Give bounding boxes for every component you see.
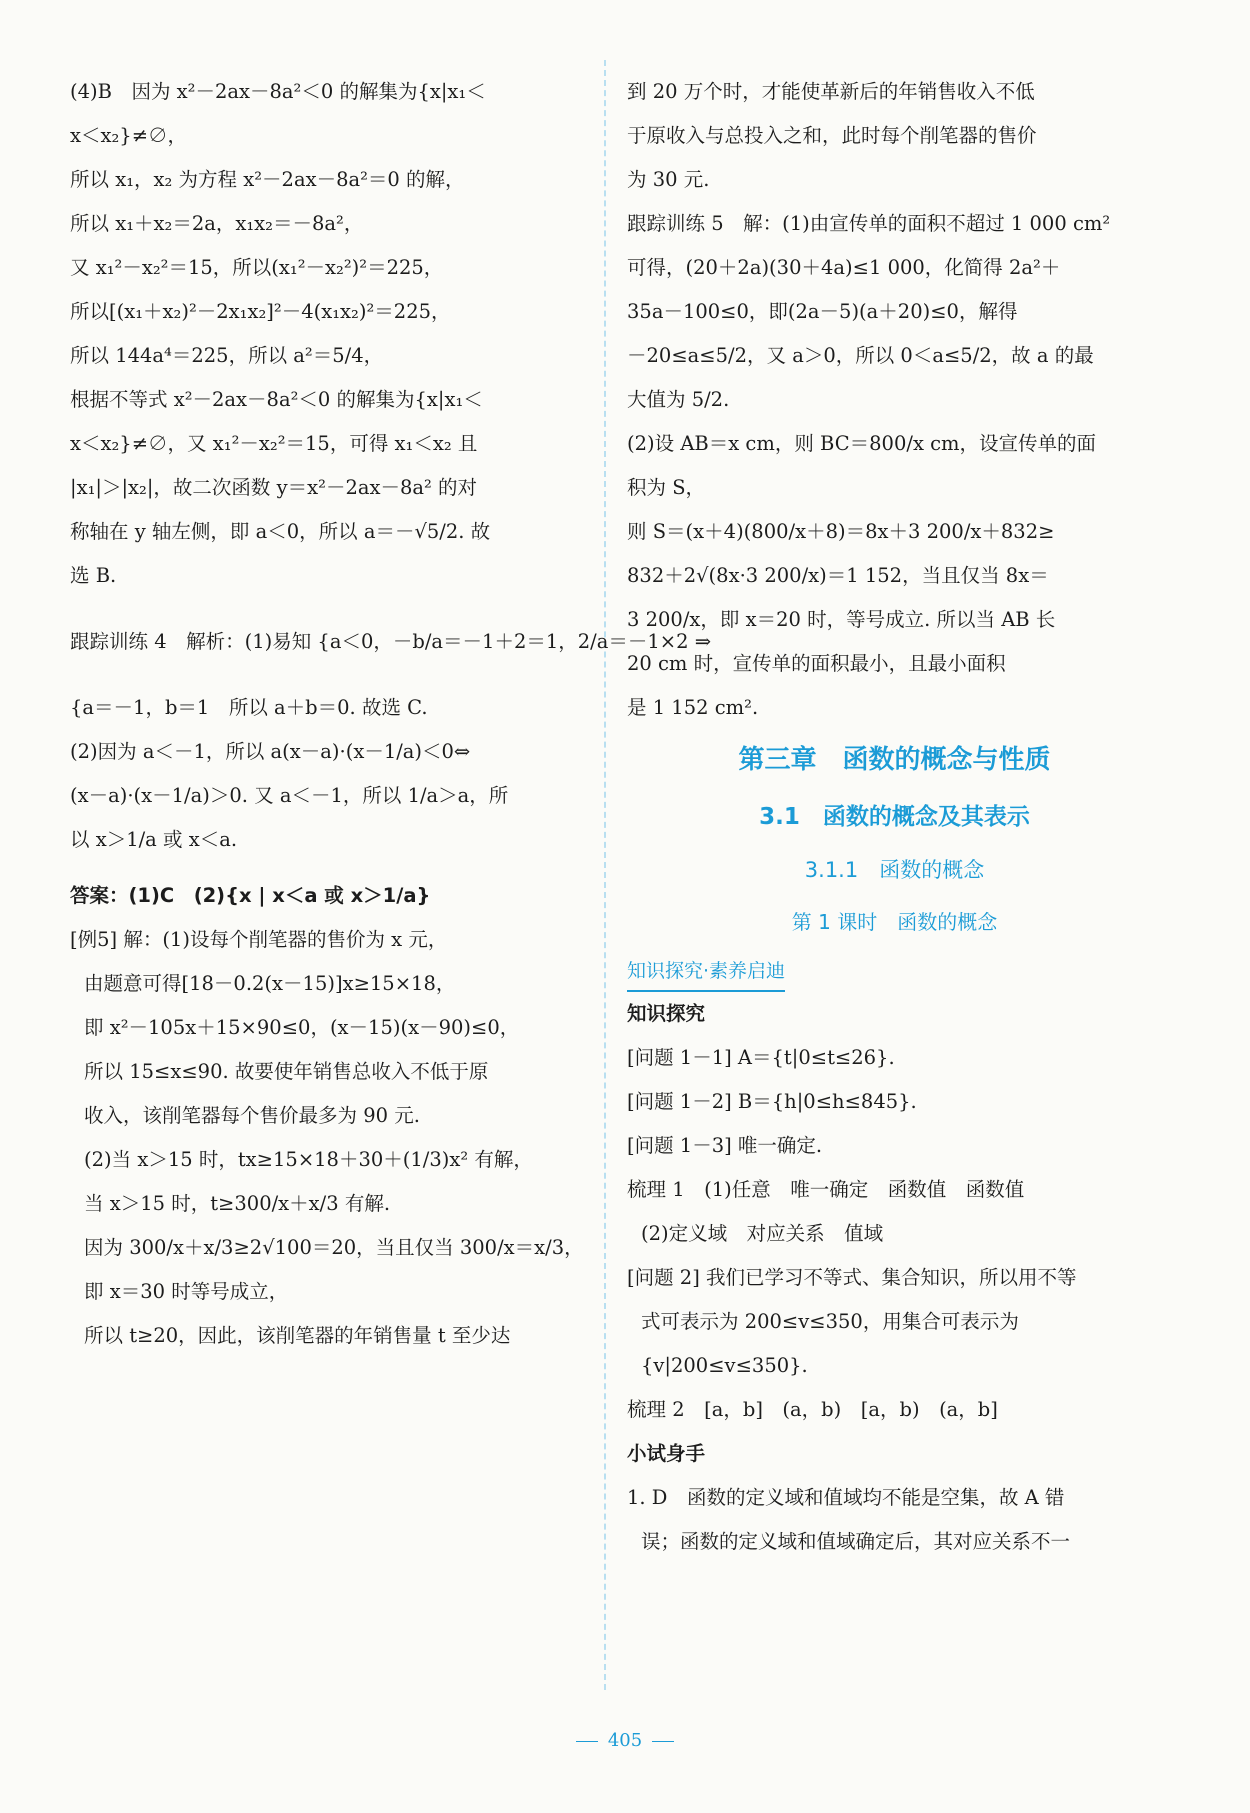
text-line: 所以[(x₁＋x₂)²－2x₁x₂]²－4(x₁x₂)²＝225， [70,300,451,323]
text-line: (2)因为 a＜－1，所以 a(x－a)·(x－1/a)＜0⇔ [70,740,471,763]
text-line: 根据不等式 x²－2ax－8a²＜0 的解集为{x|x₁＜ [70,388,483,411]
text-line: 由题意可得[18－0.2(x－15)]x≥15×18， [84,972,456,995]
text-line: (x－a)·(x－1/a)＞0. 又 a＜－1，所以 1/a＞a，所 [70,784,509,807]
section-title: 3.1 函数的概念及其表示 [759,804,1030,830]
text-line: 即 x＝30 时等号成立， [84,1280,289,1303]
text-line: 收入，该削笔器每个售价最多为 90 元. [84,1104,420,1127]
text-line: (4)B 因为 x²－2ax－8a²＜0 的解集为{x|x₁＜ [70,80,486,103]
text-line: 是 1 152 cm². [627,696,759,719]
question-line: [问题 1－2] B＝{h|0≤h≤845}. [627,1090,917,1113]
text-line: 称轴在 y 轴左侧，即 a＜0，所以 a＝－√5/2. 故 [70,520,491,543]
tracking-exercise-4: 跟踪训练 4 解析：(1)易知 {a＜0，－b/a＝－1＋2＝1，2/a＝－1×2 ⇒ [70,630,712,653]
tracking-exercise-5: 跟踪训练 5 解：(1)由宣传单的面积不超过 1 000 cm² [627,212,1111,235]
answer-line: 答案：(1)C (2){x | x＜a 或 x＞1/a} [70,884,431,907]
text-line: 到 20 万个时，才能使革新后的年销售收入不低 [627,80,1035,103]
text-line: {a＝－1，b＝1 所以 a＋b＝0. 故选 C. [70,696,428,719]
text-line: 于原收入与总投入之和，此时每个削笔器的售价 [627,124,1037,147]
text-line: 因为 300/x＋x/3≥2√100＝20，当且仅当 300/x＝x/3， [84,1236,584,1259]
question-line: [问题 1－3] 唯一确定. [627,1134,823,1157]
knowledge-banner: 知识探究·素养启迪 [627,952,785,992]
column-divider [604,60,606,1690]
text-line: |x₁|＞|x₂|，故二次函数 y＝x²－2ax－8a² 的对 [70,476,478,499]
text-line: 所以 144a⁴＝225，所以 a²＝5/4， [70,344,384,367]
text-line: 式可表示为 200≤v≤350，用集合可表示为 [641,1310,1019,1333]
page-number: 405 [607,1730,643,1751]
right-column [627,70,1162,1564]
text-line: 以 x＞1/a 或 x＜a. [70,828,238,851]
text-line: 20 cm 时，宣传单的面积最小，且最小面积 [627,652,1006,675]
example-5-heading: [例5] 解：(1)设每个削笔器的售价为 x 元， [70,928,448,951]
text-line: 所以 t≥20，因此，该削笔器的年销售量 t 至少达 [84,1324,511,1347]
text-line: 即 x²－105x＋15×90≤0，(x－15)(x－90)≤0， [84,1016,520,1039]
summary-line: 梳理 2 [a，b] (a，b) [a，b) (a，b] [627,1398,998,1421]
text-line: 当 x＞15 时，t≥300/x＋x/3 有解. [84,1192,391,1215]
text-line: 832＋2√(8x·3 200/x)＝1 152，当且仅当 8x＝ [627,564,1049,587]
text-line: {v|200≤v≤350}. [641,1354,808,1377]
text-line: 大值为 5/2. [627,388,730,411]
text-line: 1. D 函数的定义域和值域均不能是空集，故 A 错 [627,1486,1065,1509]
question-line: [问题 1－1] A＝{t|0≤t≤26}. [627,1046,895,1069]
text-line: 积为 S， [627,476,706,499]
summary-line: (2)定义域 对应关系 值域 [641,1222,884,1245]
quick-try-heading: 小试身手 [627,1442,706,1465]
text-line: 误；函数的定义域和值域确定后，其对应关系不一 [641,1530,1071,1553]
page-footer [0,1730,1250,1751]
text-line: x＜x₂}≠∅，又 x₁²－x₂²＝15，可得 x₁＜x₂ 且 [70,432,478,455]
text-line: x＜x₂}≠∅， [70,124,188,147]
knowledge-heading: 知识探究 [627,1002,706,1025]
chapter-title: 第三章 函数的概念与性质 [738,745,1051,775]
text-line: 为 30 元. [627,168,710,191]
text-line: 35a－100≤0，即(2a－5)(a＋20)≤0，解得 [627,300,1018,323]
text-line: (2)设 AB＝x cm，则 BC＝800/x cm，设宣传单的面 [627,432,1097,455]
text-line: 又 x₁²－x₂²＝15，所以(x₁²－x₂²)²＝225， [70,256,444,279]
text-line: 3 200/x，即 x＝20 时，等号成立. 所以当 AB 长 [627,608,1056,631]
text-line: －20≤a≤5/2，又 a＞0，所以 0＜a≤5/2，故 a 的最 [627,344,1094,367]
question-line: [问题 2] 我们已学习不等式、集合知识，所以用不等 [627,1266,1077,1289]
text-line: 所以 15≤x≤90. 故要使年销售总收入不低于原 [84,1060,489,1083]
text-line: 可得，(20＋2a)(30＋4a)≤1 000，化简得 2a²＋ [627,256,1061,279]
text-line: 所以 x₁，x₂ 为方程 x²－2ax－8a²＝0 的解， [70,168,465,191]
lesson-title: 第 1 课时 函数的概念 [791,910,998,934]
text-line: 所以 x₁＋x₂＝2a，x₁x₂＝－8a²， [70,212,364,235]
text-line: (2)当 x＞15 时，tx≥15×18＋30＋(1/3)x² 有解， [84,1148,533,1171]
text-line: 选 B. [70,564,117,587]
text-line: 则 S＝(x＋4)(800/x＋8)＝8x＋3 200/x＋832≥ [627,520,1055,543]
subsection-title: 3.1.1 函数的概念 [804,858,985,882]
summary-line: 梳理 1 (1)任意 唯一确定 函数值 函数值 [627,1178,1025,1201]
